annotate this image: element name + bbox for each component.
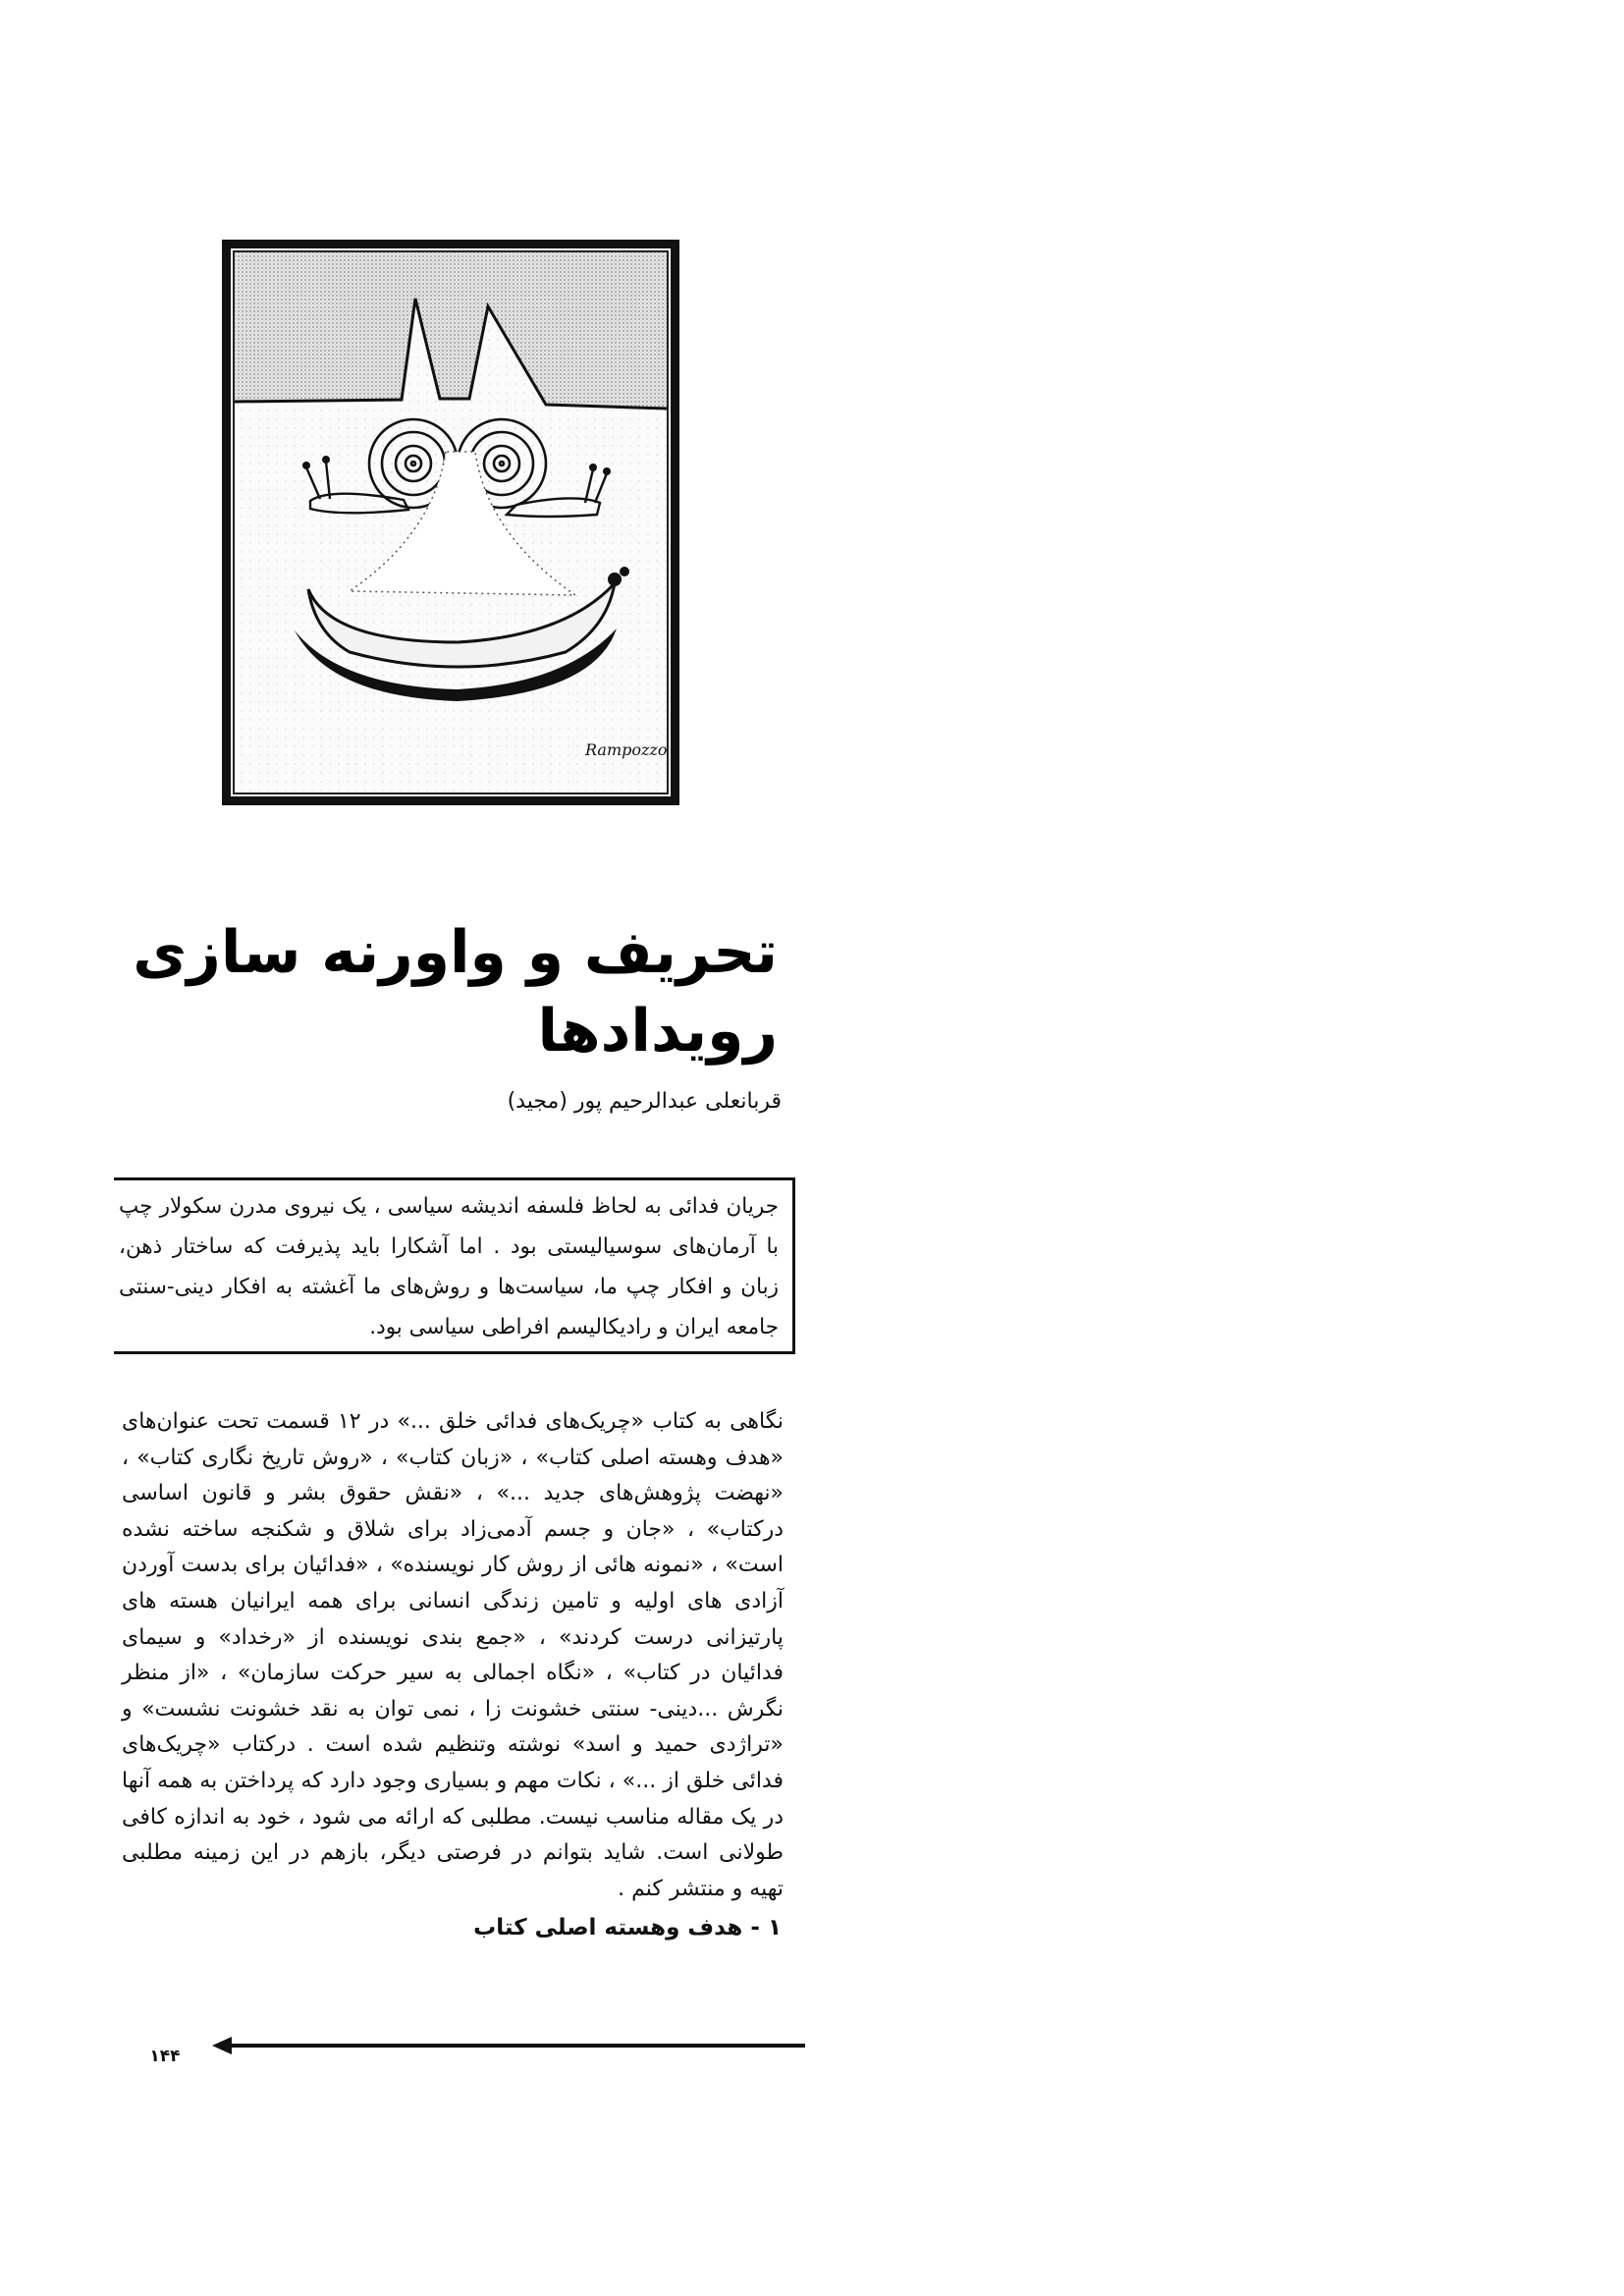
abstract-text: جریان فدائی به لحاظ فلسفه اندیشه سیاسی ، یک نیروی مدرن سکولار چپ با آرمان‌های سوسیالیستی بود . اما آشکارا باید پذیرفت که ساختار ذهن، زبان و افکار چپ ما، سیاست‌ها و روش‌های ما آغشته به افکار دینی-سنتی جامعه ایران و رادیکالیسم افراطی سیاسی بود. [119,1194,779,1339]
sky-area [235,252,667,409]
arrow-left-icon [212,2037,232,2054]
article-title: تحریف و واورنه سازی رویدادها [133,918,778,1066]
page-number: ۱۴۴ [149,2047,181,2066]
article-author: قربانعلی عبدالرحیم پور (مجید) [507,1089,782,1114]
abstract-box [114,1177,795,1354]
section-heading: ۱ - هدف وهسته اصلی کتاب [473,1915,782,1941]
cartoon-signature: Rampozzo [585,740,668,759]
body-paragraph: نگاهی به کتاب «چریک‌های فدائی خلق ...» در ۱۲ قسمت تحت عنوان‌های «هدف وهسته اصلی کتاب» ، «زبان کتاب» ، «روش تاریخ نگاری کتاب» ، «نهضت پژوهش‌های جدید ...» ، «نقش حقوق بشر و قانون اساسی درکتاب» ، «جان و جسم آدمی‌زاد برای شلاق و شکنجه ساخته نشده است» ، «نمونه هائی از روش کار نویسنده» ، «فدائیان برای بدست آوردن آزادی های اولیه و تامین زندگی انسانی برای همه ایرانیان هسته های پارتیزانی درست کردند» ، «جمع بندی نویسنده از «رخداد» و سیمای فدائیان در کتاب» ، «نگاه اجمالی به سیر حرکت سازمان» ، «از منظر نگرش ...دینی- سنتی خشونت زا ، نمی توان به نقد خشونت نشست» و «تراژدی حمید و اسد» نوشته وتنظیم شده است . درکتاب «چریک‌های فدائی خلق از ...» ، نکات مهم و بسیاری وجود دارد که پرداختن به همه آنها در یک مقاله مناسب نیست. مطلبی که ارائه می شود ، خود به اندازه کافی طولانی است. شاید بتوانم در فرصتی دیگر، بازهم در این زمینه مطلبی تهیه و منتشر کنم . [122,1409,784,1901]
cartoon-svg [222,240,679,805]
footer-rule [228,2044,805,2048]
cartoon-illustration [222,240,679,805]
